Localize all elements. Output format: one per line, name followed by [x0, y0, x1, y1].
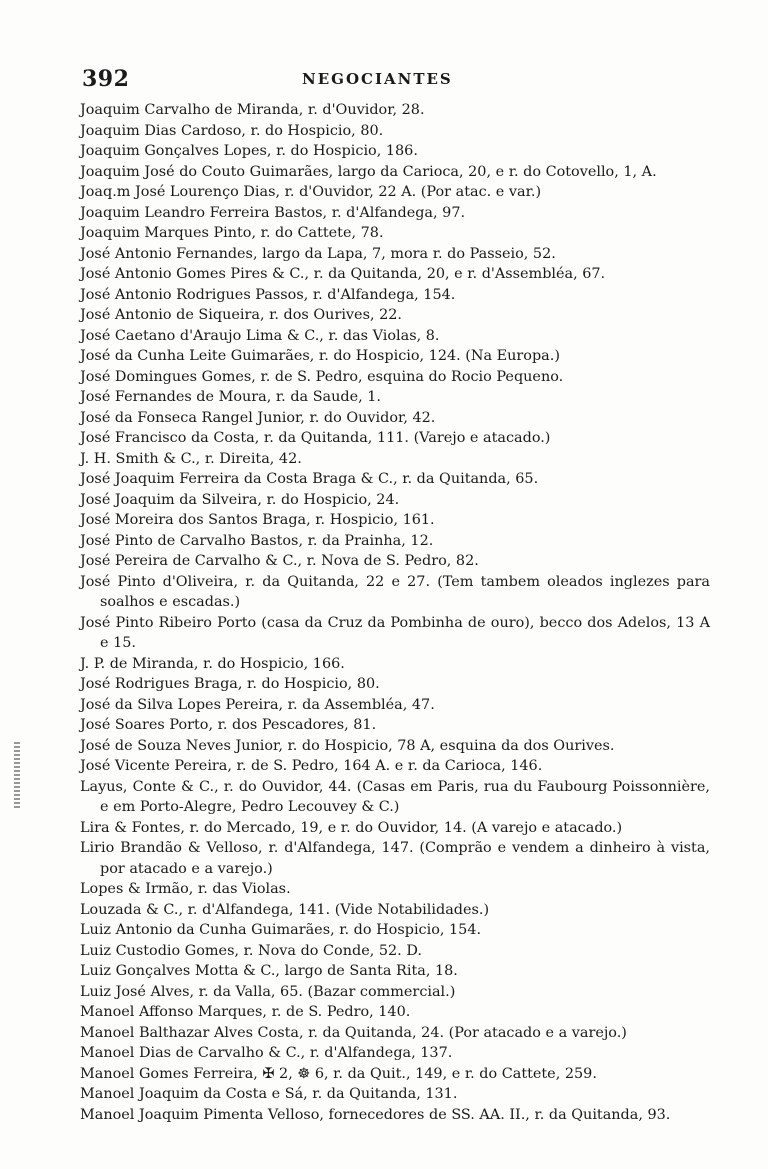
merchant-entry: José Pinto Ribeiro Porto (casa da Cruz da Pombinha de ouro), becco dos Adelos, 13 A e 15.	[80, 614, 710, 651]
merchant-entry: Manoel Gomes Ferreira, ✠ 2, ☸ 6, r. da Quit., 149, e r. do Cattete, 259.	[80, 1065, 597, 1082]
merchant-entry: Manoel Dias de Carvalho & C., r. d'Alfandega, 137.	[80, 1045, 453, 1061]
merchant-entry: José Domingues Gomes, r. de S. Pedro, esquina do Rocio Pequeno.	[80, 368, 564, 385]
merchant-entry: Manoel Joaquim Pimenta Velloso, fornecedores de SS. AA. II., r. da Quitanda, 93.	[80, 1106, 671, 1123]
merchant-entry: Luiz Custodio Gomes, r. Nova do Conde, 52. D.	[80, 942, 422, 959]
merchant-entry: J. P. de Miranda, r. do Hospicio, 166.	[80, 655, 345, 672]
merchant-entry: José Caetano d'Araujo Lima & C., r. das Violas, 8.	[80, 327, 440, 344]
merchant-entry: Luiz Gonçalves Motta & C., largo de Santa Rita, 18.	[80, 963, 458, 979]
page-number: 392	[82, 66, 130, 92]
running-title: NEGOCIANTES	[302, 70, 453, 88]
merchant-entry: J. H. Smith & C., r. Direita, 42.	[80, 450, 302, 467]
merchant-entry: José Francisco da Costa, r. da Quitanda, 111. (Varejo e atacado.)	[80, 430, 551, 446]
merchant-entry: Joaquim Dias Cardoso, r. do Hospicio, 80.	[80, 122, 384, 139]
merchant-entry: Joaq.m José Lourenço Dias, r. d'Ouvidor, 22 A. (Por atac. e var.)	[80, 184, 542, 200]
merchant-entry: Luiz José Alves, r. da Valla, 65. (Bazar commercial.)	[80, 983, 456, 1000]
merchant-entry: José Joaquim da Silveira, r. do Hospicio, 24.	[80, 491, 400, 508]
merchant-entry: Luiz Antonio da Cunha Guimarães, r. do Hospicio, 154.	[80, 922, 482, 938]
merchant-list	[80, 100, 710, 1125]
merchant-entry: José Antonio Fernandes, largo da Lapa, 7, mora r. do Passeio, 52.	[80, 245, 556, 262]
merchant-entry: José Antonio de Siqueira, r. dos Ourives, 22.	[80, 307, 402, 323]
merchant-entry: José Antonio Gomes Pires & C., r. da Quitanda, 20, e r. d'Assembléa, 67.	[80, 266, 606, 282]
merchant-entry: José da Cunha Leite Guimarães, r. do Hospicio, 124. (Na Europa.)	[80, 348, 560, 364]
merchant-entry: Joaquim Leandro Ferreira Bastos, r. d'Alfandega, 97.	[80, 204, 466, 221]
merchant-entry: Lira & Fontes, r. do Mercado, 19, e r. do Ouvidor, 14. (A varejo e atacado.)	[80, 819, 623, 836]
merchant-entry: Joaquim Carvalho de Miranda, r. d'Ouvidor, 28.	[80, 102, 425, 118]
merchant-entry: José Pinto de Carvalho Bastos, r. da Prainha, 12.	[80, 532, 434, 549]
merchant-entry: Joaquim Gonçalves Lopes, r. do Hospicio, 186.	[80, 143, 418, 159]
merchant-entry: Lopes & Irmão, r. das Violas.	[80, 881, 291, 897]
merchant-entry: José Rodrigues Braga, r. do Hospicio, 80.	[80, 676, 380, 692]
merchant-entry: José Pinto d'Oliveira, r. da Quitanda, 22 e 27. (Tem tambem oleados inglezes para soalhos e escadas.)	[80, 573, 710, 610]
merchant-entry: Layus, Conte & C., r. do Ouvidor, 44. (Casas em Paris, rua du Faubourg Poissonnière, e em Porto-Alegre, Pedro Lecouvey & C.)	[80, 778, 710, 815]
merchant-entry: Lirio Brandão & Velloso, r. d'Alfandega, 147. (Comprão e vendem a dinheiro à vista, por atacado e a varejo.)	[80, 840, 710, 877]
merchant-entry: José Pereira de Carvalho & C., r. Nova de S. Pedro, 82.	[80, 553, 479, 569]
merchant-entry: José Vicente Pereira, r. de S. Pedro, 164 A. e r. da Carioca, 146.	[80, 758, 543, 774]
merchant-entry: Joaquim José do Couto Guimarães, largo da Carioca, 20, e r. do Cotovello, 1, A.	[80, 163, 657, 180]
merchant-entry: José da Silva Lopes Pereira, r. da Assembléa, 47.	[80, 696, 435, 713]
merchant-entry: José Moreira dos Santos Braga, r. Hospicio, 161.	[80, 512, 435, 528]
merchant-entry: Manoel Joaquim da Costa e Sá, r. da Quitanda, 131.	[80, 1086, 458, 1102]
merchant-entry: Louzada & C., r. d'Alfandega, 141. (Vide Notabilidades.)	[80, 901, 490, 918]
merchant-entry: José da Fonseca Rangel Junior, r. do Ouvidor, 42.	[80, 409, 436, 426]
merchant-entry: José Fernandes de Moura, r. da Saude, 1.	[80, 389, 382, 405]
merchant-entry: José Soares Porto, r. dos Pescadores, 81.	[80, 717, 377, 733]
merchant-entry: José Joaquim Ferreira da Costa Braga & C., r. da Quitanda, 65.	[80, 471, 539, 487]
merchant-entry: Manoel Balthazar Alves Costa, r. da Quitanda, 24. (Por atacado e a varejo.)	[80, 1024, 627, 1041]
merchant-entry: José Antonio Rodrigues Passos, r. d'Alfandega, 154.	[80, 286, 456, 303]
merchant-entry: Manoel Affonso Marques, r. de S. Pedro, 140.	[80, 1004, 411, 1020]
merchant-entry: José de Souza Neves Junior, r. do Hospicio, 78 A, esquina da dos Ourives.	[80, 737, 615, 754]
page-header	[82, 66, 702, 96]
margin-ink-mark	[14, 742, 20, 808]
merchant-entry: Joaquim Marques Pinto, r. do Cattete, 78.	[80, 225, 384, 241]
